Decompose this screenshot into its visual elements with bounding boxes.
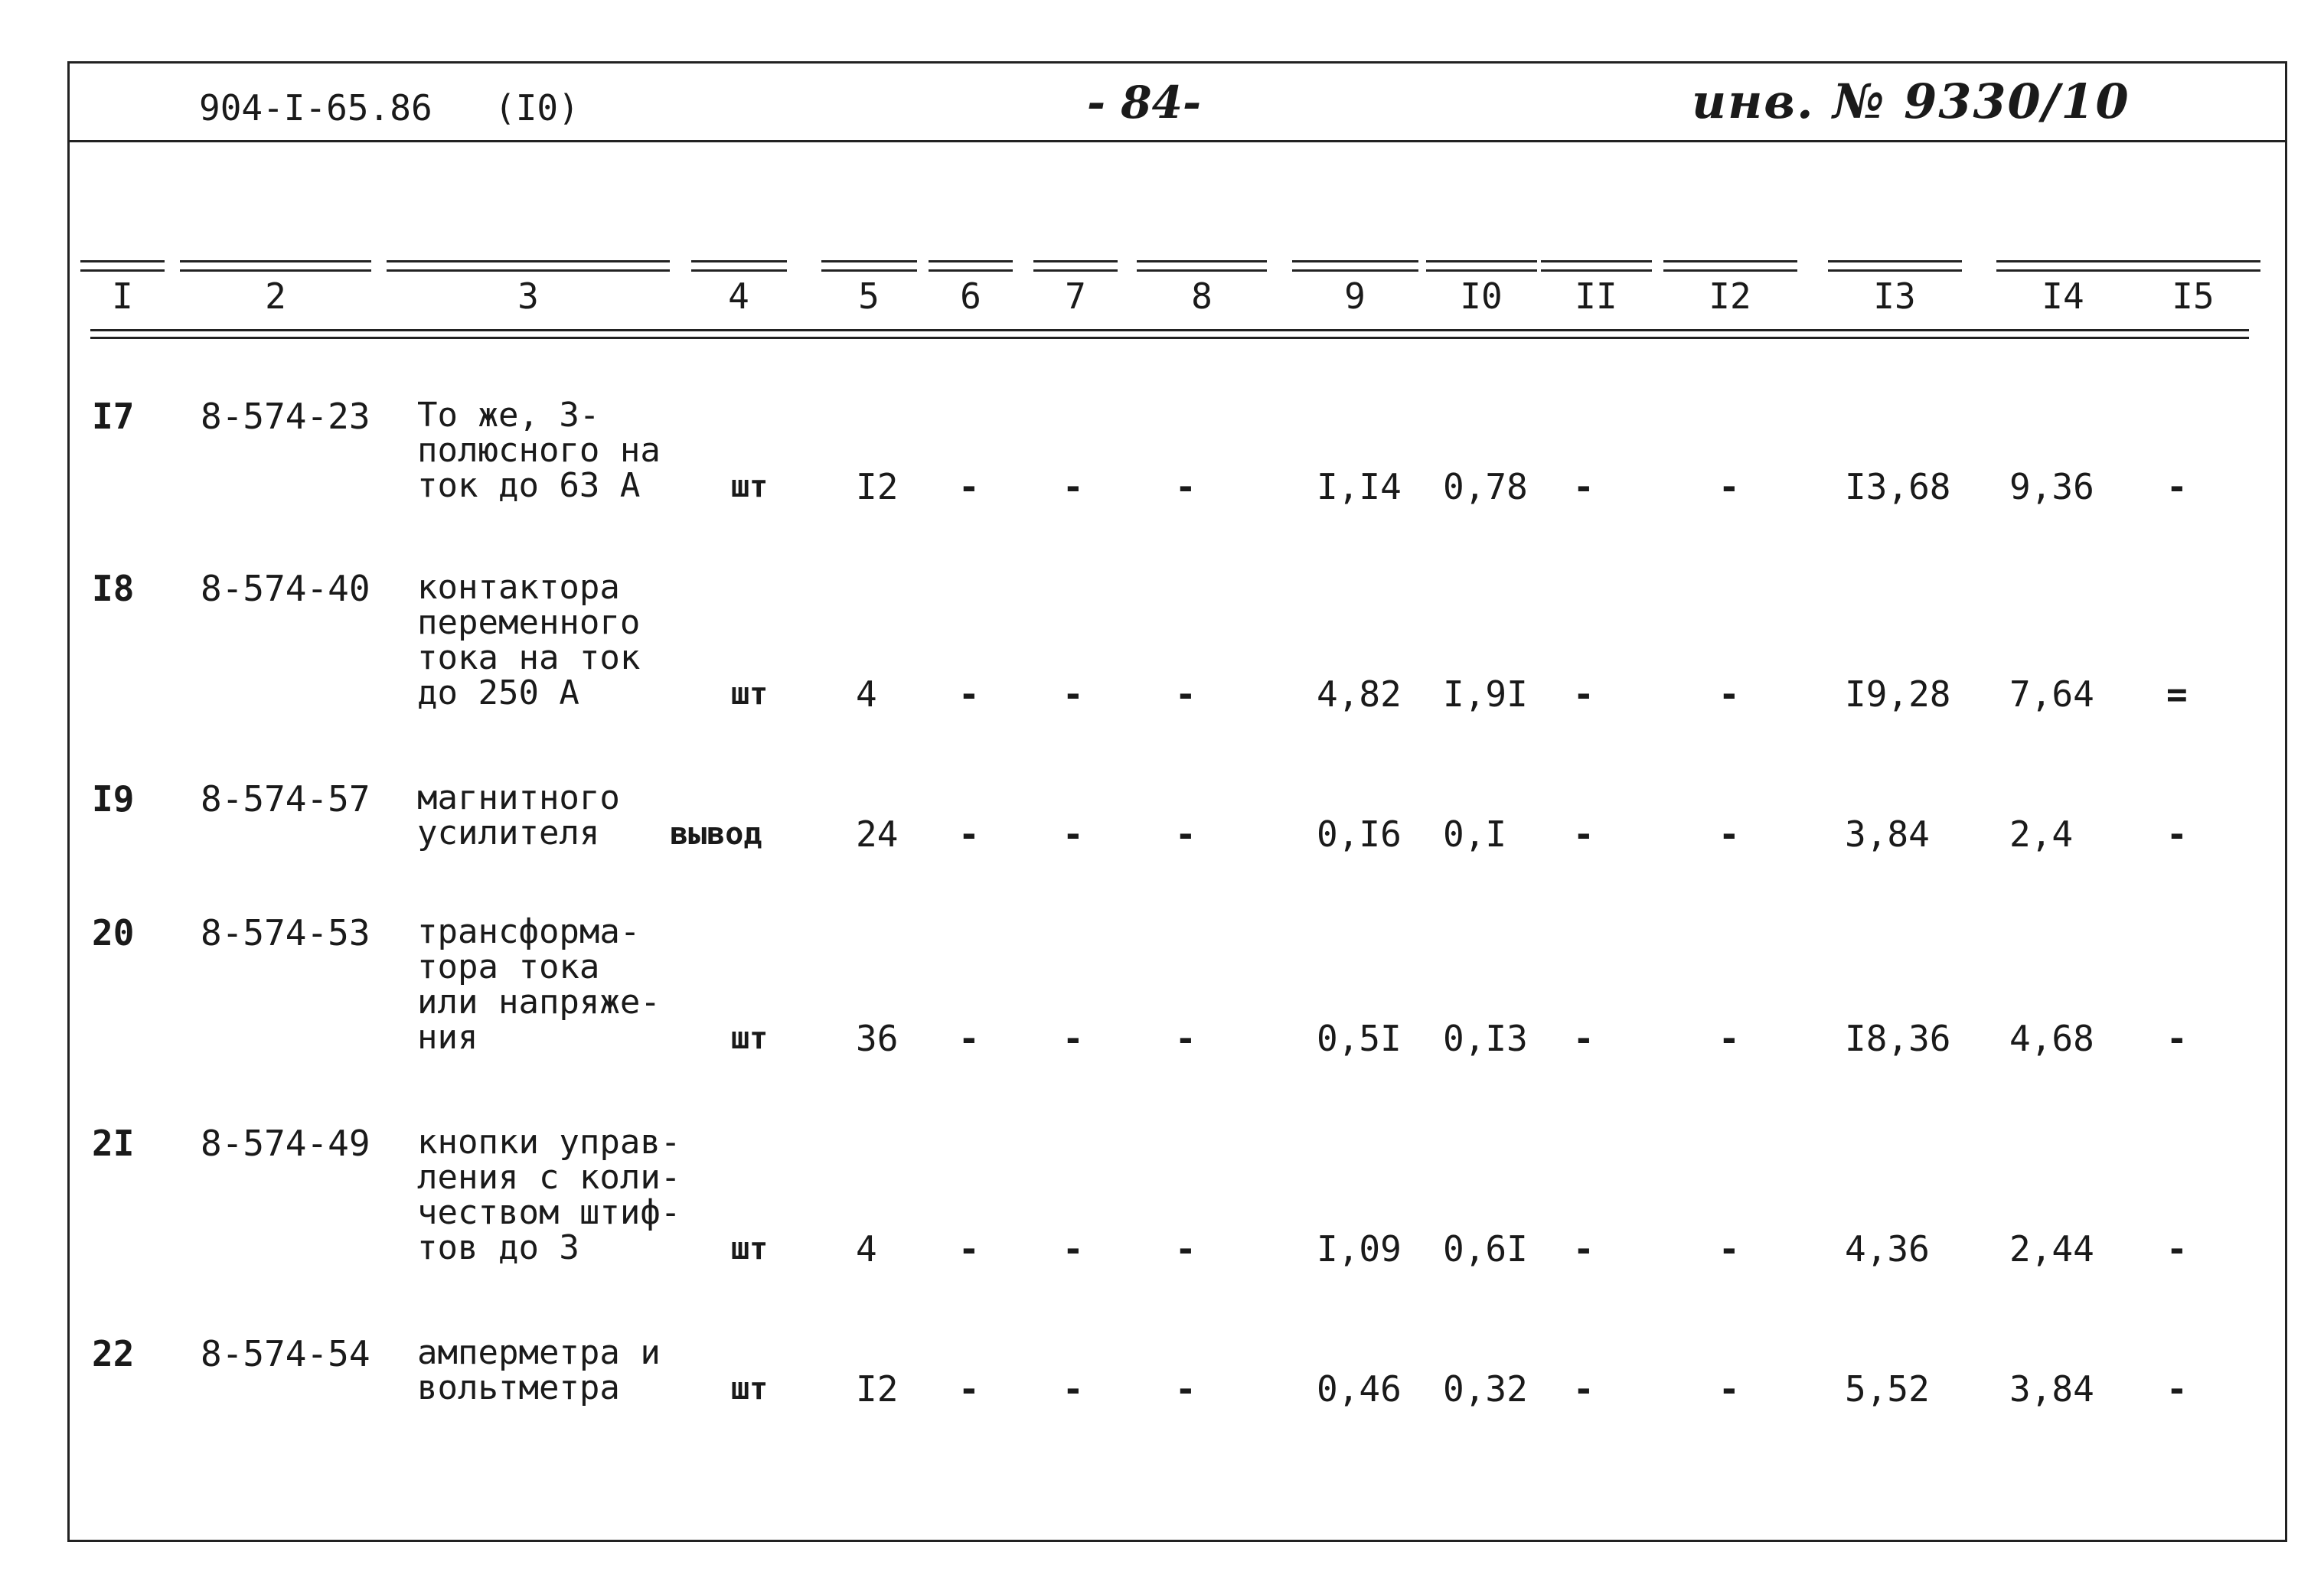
cell-c8: - bbox=[1175, 1018, 1196, 1059]
item-description: магнитного усилителя bbox=[417, 778, 620, 853]
cell-c9: 0,5I bbox=[1317, 1018, 1402, 1059]
column-number-15: I5 bbox=[2172, 275, 2215, 317]
cell-c9: 0,46 bbox=[1317, 1368, 1402, 1410]
column-number-8: 8 bbox=[1191, 275, 1213, 317]
cell-c10: 0,I3 bbox=[1443, 1018, 1528, 1059]
cell-c14: 2,44 bbox=[2009, 1228, 2094, 1270]
header-rule bbox=[929, 260, 1013, 262]
cell-c13: 5,52 bbox=[1845, 1368, 1930, 1410]
cell-c11: - bbox=[1573, 466, 1594, 507]
cell-unit: шт bbox=[731, 1371, 769, 1407]
cell-c13: I3,68 bbox=[1845, 466, 1951, 507]
cell-c14: 2,4 bbox=[2009, 813, 2074, 855]
header-rule bbox=[821, 260, 917, 262]
header-rule bbox=[691, 269, 787, 272]
cell-c14: 3,84 bbox=[2009, 1368, 2094, 1410]
header-rule bbox=[1996, 260, 2130, 262]
column-number-4: 4 bbox=[728, 275, 749, 317]
column-number-13: I3 bbox=[1873, 275, 1916, 317]
cell-c10: I,9I bbox=[1443, 673, 1528, 715]
cell-unit: шт bbox=[731, 1021, 769, 1056]
column-number-12: I2 bbox=[1709, 275, 1751, 317]
cell-c14: 4,68 bbox=[2009, 1018, 2094, 1059]
header-rule bbox=[1828, 260, 1962, 262]
row-number: I8 bbox=[92, 568, 135, 609]
item-description: трансформа- тора тока или напряже- ния bbox=[417, 912, 661, 1057]
header-rule bbox=[80, 269, 165, 272]
cell-c7: - bbox=[1062, 1018, 1084, 1059]
cell-unit: шт bbox=[731, 469, 769, 504]
cell-c10: 0,78 bbox=[1443, 466, 1528, 507]
cell-c6: - bbox=[958, 466, 980, 507]
row-number: I7 bbox=[92, 396, 135, 437]
cell-c6: - bbox=[958, 813, 980, 855]
cell-c11: - bbox=[1573, 1018, 1594, 1059]
header-rule bbox=[180, 269, 371, 272]
column-number-1: I bbox=[112, 275, 133, 317]
inventory-number: инв. № 9330/10 bbox=[1692, 73, 2130, 129]
header-rule bbox=[1541, 269, 1652, 272]
header-rule bbox=[80, 260, 165, 262]
cell-c15: - bbox=[2166, 1368, 2188, 1410]
header-rule bbox=[1292, 269, 1418, 272]
cell-c13: I8,36 bbox=[1845, 1018, 1951, 1059]
cell-unit: шт bbox=[731, 677, 769, 712]
cell-c15: - bbox=[2166, 1228, 2188, 1270]
doc-number: (I0) bbox=[495, 87, 579, 129]
cell-c8: - bbox=[1175, 1228, 1196, 1270]
header-rule bbox=[821, 269, 917, 272]
header-rule bbox=[1663, 260, 1797, 262]
cell-c14: 7,64 bbox=[2009, 673, 2094, 715]
cell-c9: I,09 bbox=[1317, 1228, 1402, 1270]
cell-c13: 4,36 bbox=[1845, 1228, 1930, 1270]
cell-qty: 36 bbox=[856, 1018, 899, 1059]
cell-qty: I2 bbox=[856, 466, 899, 507]
column-number-3: 3 bbox=[517, 275, 539, 317]
cell-c11: - bbox=[1573, 813, 1594, 855]
cell-c13: I9,28 bbox=[1845, 673, 1951, 715]
row-number: 2I bbox=[92, 1123, 135, 1164]
cell-c12: - bbox=[1719, 1368, 1740, 1410]
header-rule bbox=[1426, 260, 1537, 262]
cell-c12: - bbox=[1719, 1018, 1740, 1059]
cell-c6: - bbox=[958, 1368, 980, 1410]
cell-c8: - bbox=[1175, 673, 1196, 715]
header-rule bbox=[691, 260, 787, 262]
column-number-14: I4 bbox=[2042, 275, 2084, 317]
cell-c14: 9,36 bbox=[2009, 466, 2094, 507]
cell-c11: - bbox=[1573, 1228, 1594, 1270]
cell-qty: 4 bbox=[856, 1228, 877, 1270]
header-rule bbox=[2127, 269, 2260, 272]
header-rule bbox=[1137, 269, 1267, 272]
header-rule bbox=[1828, 269, 1962, 272]
rate-code: 8-574-49 bbox=[201, 1123, 370, 1164]
header-rule bbox=[1033, 260, 1118, 262]
cell-c10: 0,I bbox=[1443, 813, 1507, 855]
header-rule bbox=[929, 269, 1013, 272]
doc-code: 904-I-65.86 bbox=[199, 87, 432, 129]
column-number-6: 6 bbox=[960, 275, 981, 317]
item-description: То же, 3- полюсного на ток до 63 А bbox=[417, 396, 661, 505]
cell-c8: - bbox=[1175, 1368, 1196, 1410]
cell-c6: - bbox=[958, 1228, 980, 1270]
header-divider bbox=[67, 140, 2287, 142]
cell-c6: - bbox=[958, 1018, 980, 1059]
header-rule bbox=[180, 260, 371, 262]
cell-c12: - bbox=[1719, 466, 1740, 507]
header-rule bbox=[1033, 269, 1118, 272]
cell-c15: - bbox=[2166, 1018, 2188, 1059]
cell-c15: = bbox=[2166, 673, 2188, 715]
cell-c9: 0,I6 bbox=[1317, 813, 1402, 855]
cell-c7: - bbox=[1062, 673, 1084, 715]
cell-c9: I,I4 bbox=[1317, 466, 1402, 507]
cell-c15: - bbox=[2166, 466, 2188, 507]
page-number: - 84- bbox=[1087, 77, 1202, 129]
header-bottom-rule bbox=[90, 337, 2249, 339]
column-number-10: I0 bbox=[1460, 275, 1503, 317]
column-number-11: II bbox=[1575, 275, 1617, 317]
item-description: контактора переменного тока на ток до 250 А bbox=[417, 568, 641, 712]
header-rule bbox=[1426, 269, 1537, 272]
rate-code: 8-574-40 bbox=[201, 568, 370, 609]
header-rule bbox=[387, 269, 670, 272]
header-rule bbox=[387, 260, 670, 262]
cell-c7: - bbox=[1062, 1228, 1084, 1270]
cell-c12: - bbox=[1719, 673, 1740, 715]
cell-unit: вывод bbox=[670, 817, 762, 852]
item-description: амперметра и вольтметра bbox=[417, 1333, 661, 1407]
header-rule bbox=[1541, 260, 1652, 262]
cell-c7: - bbox=[1062, 466, 1084, 507]
cell-c6: - bbox=[958, 673, 980, 715]
cell-unit: шт bbox=[731, 1231, 769, 1267]
row-number: 20 bbox=[92, 912, 135, 954]
item-description: кнопки управ- ления с коли- чеством штиф- тов до 3 bbox=[417, 1123, 681, 1267]
cell-c9: 4,82 bbox=[1317, 673, 1402, 715]
cell-c10: 0,32 bbox=[1443, 1368, 1528, 1410]
rate-code: 8-574-54 bbox=[201, 1333, 370, 1374]
rate-code: 8-574-57 bbox=[201, 778, 370, 820]
header-rule bbox=[1663, 269, 1797, 272]
cell-c7: - bbox=[1062, 1368, 1084, 1410]
cell-c8: - bbox=[1175, 466, 1196, 507]
header-rule bbox=[1292, 260, 1418, 262]
cell-c11: - bbox=[1573, 1368, 1594, 1410]
column-number-7: 7 bbox=[1065, 275, 1086, 317]
rate-code: 8-574-23 bbox=[201, 396, 370, 437]
cell-c15: - bbox=[2166, 813, 2188, 855]
column-number-5: 5 bbox=[858, 275, 880, 317]
column-number-2: 2 bbox=[265, 275, 286, 317]
cell-c11: - bbox=[1573, 673, 1594, 715]
row-number: 22 bbox=[92, 1333, 135, 1374]
cell-c12: - bbox=[1719, 1228, 1740, 1270]
cell-c8: - bbox=[1175, 813, 1196, 855]
header-rule bbox=[2127, 260, 2260, 262]
header-rule bbox=[1137, 260, 1267, 262]
rate-code: 8-574-53 bbox=[201, 912, 370, 954]
header-bottom-rule bbox=[90, 329, 2249, 331]
cell-qty: 24 bbox=[856, 813, 899, 855]
header-rule bbox=[1996, 269, 2130, 272]
cell-c7: - bbox=[1062, 813, 1084, 855]
column-number-9: 9 bbox=[1344, 275, 1366, 317]
cell-qty: I2 bbox=[856, 1368, 899, 1410]
row-number: I9 bbox=[92, 778, 135, 820]
cell-qty: 4 bbox=[856, 673, 877, 715]
cell-c13: 3,84 bbox=[1845, 813, 1930, 855]
cell-c10: 0,6I bbox=[1443, 1228, 1528, 1270]
cell-c12: - bbox=[1719, 813, 1740, 855]
